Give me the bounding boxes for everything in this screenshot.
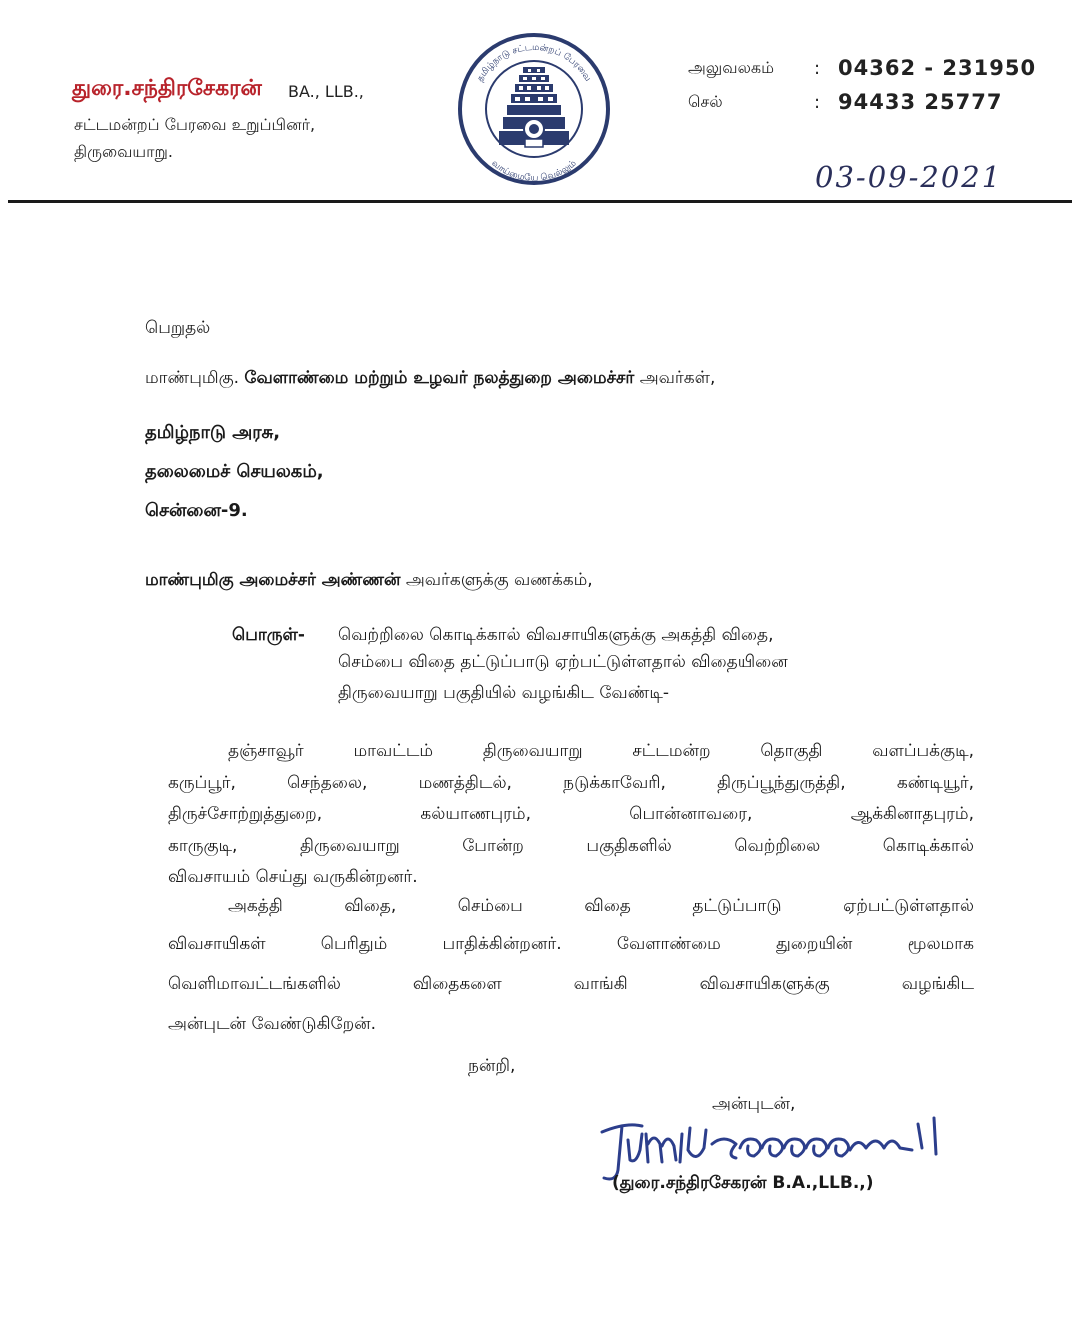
- minister-title: வேளாண்மை மற்றும் உழவர் நலத்துறை அமைச்சர்: [244, 368, 635, 388]
- address-line-1: தமிழ்நாடு அரசு,: [145, 422, 281, 443]
- body-p2-line-4: அன்புடன் வேண்டுகிறேன்.: [168, 1014, 377, 1034]
- header-divider: [8, 200, 1072, 203]
- subject-line-3: திருவையாறு பகுதியில் வழங்கிட வேண்டி-: [338, 683, 670, 703]
- emblem-motto: வாய்மையே வெல்லும்: [489, 158, 579, 184]
- honorific: மாண்புமிகு.: [145, 368, 239, 388]
- body-p2-line-2: விவசாயிகள் பெரிதும் பாதிக்கின்றனர். வேளாண்மை துறையின் மூலமாக: [168, 934, 974, 954]
- body-p1-line-5: விவசாயம் செய்து வருகின்றனர்.: [168, 867, 418, 887]
- signatory-name: (துரை.சந்திரசேகரன் B.A.,LLB.,): [612, 1173, 874, 1193]
- subject-line-2: செம்பை விதை தட்டுப்பாடு ஏற்பட்டுள்ளதால் விதையினை: [338, 652, 788, 672]
- salutation: [145, 570, 593, 592]
- sender-title: சட்டமன்றப் பேரவை உறுப்பினர்,: [74, 115, 316, 134]
- subject-line-1: வெற்றிலை கொடிக்கால் விவசாயிகளுக்கு அகத்தி விதை,: [338, 625, 774, 645]
- office-separator: :: [814, 57, 821, 79]
- mobile-number: 94433 25777: [838, 90, 1003, 114]
- sender-name: துரை.சந்திரசேகரன்: [72, 76, 262, 101]
- body-p1-line-2: கருப்பூர், செந்தலை, மணத்திடல், நடுக்காவேரி, திருப்பூந்துருத்தி, கண்டியூர்,: [168, 773, 974, 793]
- salutation-rest: அவர்களுக்கு வணக்கம்,: [405, 570, 593, 590]
- body-p1-line-1: தஞ்சாவூர் மாவட்டம் திருவையாறு சட்டமன்ற தொகுதி வளப்பக்குடி,: [228, 741, 974, 761]
- thanks: நன்றி,: [468, 1056, 516, 1076]
- letter-date: 03-09-2021: [815, 160, 1003, 194]
- body-p1-line-4: காருகுடி, திருவையாறு போன்ற பகுதிகளில் வெற்றிலை கொடிக்கால்: [168, 836, 974, 856]
- mobile-separator: :: [814, 91, 821, 113]
- sender-place: திருவையாறு.: [74, 142, 173, 161]
- to-label: பெறுதல்: [145, 318, 211, 338]
- emblem-text: தமிழ்நாடு சட்டமன்றப் பேரவை: [475, 42, 593, 84]
- yours-sincerely: அன்புடன்,: [712, 1094, 796, 1114]
- mobile-phone-row: [688, 90, 1002, 114]
- sender-degree: BA., LLB.,: [288, 82, 364, 101]
- body-p2-line-1: அகத்தி விதை, செம்பை விதை தட்டுப்பாடு ஏற்பட்டுள்ளதால்: [228, 896, 974, 916]
- svg-text:வாய்மையே வெல்லும்: [489, 158, 578, 183]
- body-p1-line-3: திருச்சோற்றுத்துறை, கல்யாணபுரம், பொன்னாவரை, ஆக்கினாதபுரம்,: [168, 804, 974, 824]
- office-number: 04362 - 231950: [838, 56, 1037, 80]
- honorific-suffix: அவர்கள்,: [639, 368, 716, 388]
- body-p2-line-3: வெளிமாவட்டங்களில் விதைகளை வாங்கி விவசாயிகளுக்கு வழங்கிட: [168, 974, 974, 994]
- mobile-label: செல்: [688, 91, 723, 111]
- address-line-3: சென்னை-9.: [145, 500, 248, 521]
- subject-label: பொருள்-: [232, 625, 305, 645]
- tamilnadu-emblem-icon: [455, 25, 613, 195]
- recipient-line: [145, 368, 715, 390]
- office-label: அலுவலகம்: [688, 57, 774, 77]
- salutation-bold: மாண்புமிகு அமைச்சர் அண்ணன்: [145, 570, 401, 590]
- office-phone-row: [688, 56, 1036, 80]
- address-line-2: தலைமைச் செயலகம்,: [145, 461, 324, 482]
